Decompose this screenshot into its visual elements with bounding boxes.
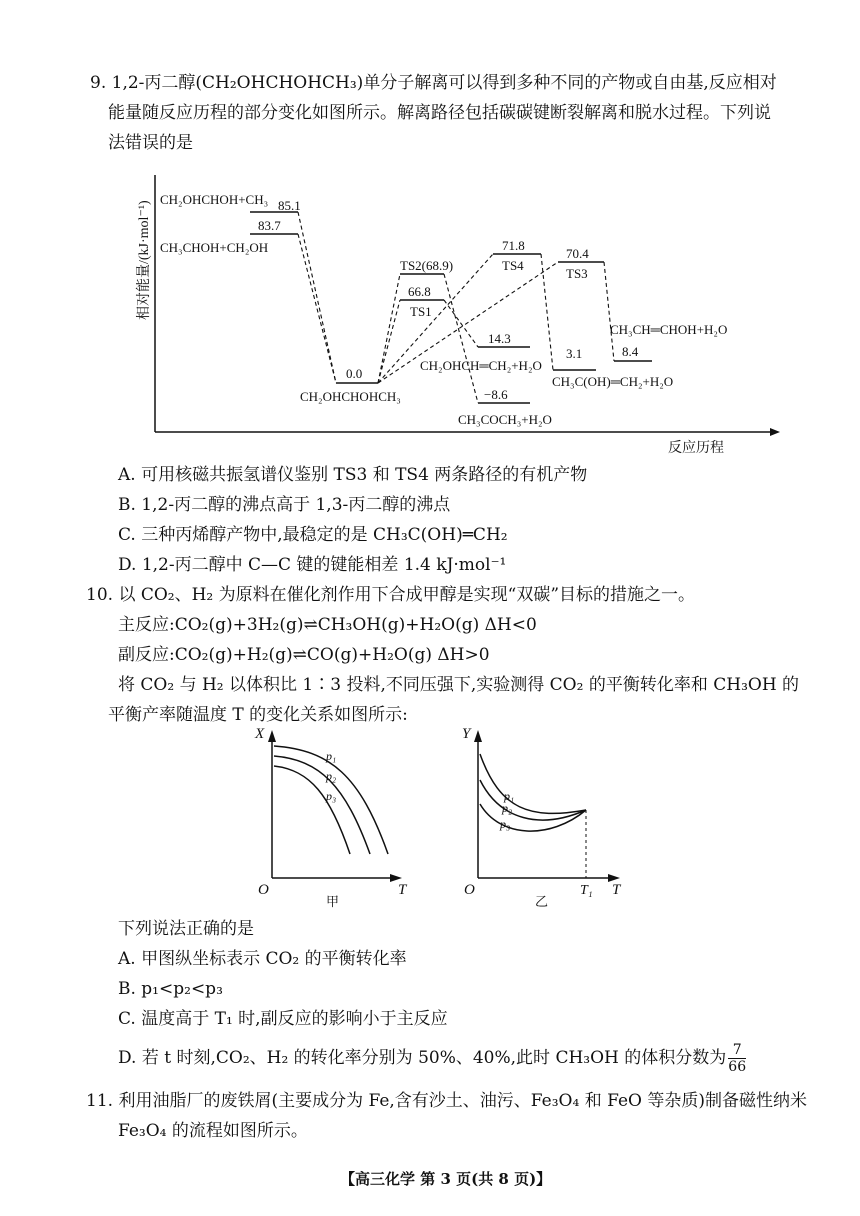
jia-curve-p3 <box>274 766 350 854</box>
label-v718: 71.8 <box>502 238 525 253</box>
yi-x-label: T <box>612 882 621 898</box>
q10-option-c: C. 温度高于 T₁ 时,副反应的影响小于主反应 <box>118 1009 448 1029</box>
yi-label-p2: p₂ <box>502 801 513 815</box>
jia-curve-p2 <box>274 756 370 854</box>
label-v837: 83.7 <box>258 218 281 233</box>
yi-origin: O <box>464 882 475 898</box>
jia-label-p1: p₁ <box>326 749 337 763</box>
label-v704: 70.4 <box>566 246 589 261</box>
label-v851: 85.1 <box>278 198 301 213</box>
q9-option-d: D. 1,2-丙二醇中 C—C 键的键能相差 1.4 kJ·mol⁻¹ <box>118 555 507 575</box>
yi-label-p1: p₁ <box>504 789 515 803</box>
label-p851: CH₂OHCHOH+CH₃ <box>160 192 269 207</box>
y-axis-label: 相对能量/(kJ·mol⁻¹) <box>137 200 152 320</box>
label-p837: CH₃CHOH+CH₂OH <box>160 240 269 255</box>
jia-y-label: X <box>255 726 265 742</box>
label-v84: 8.4 <box>622 344 639 359</box>
yi-t1-label: T₁ <box>580 883 593 898</box>
label-v143: 14.3 <box>488 331 511 346</box>
q10-option-d-fraction <box>728 1042 746 1075</box>
q10-option-d <box>118 1042 746 1075</box>
q10-option-a: A. 甲图纵坐标表示 CO₂ 的平衡转化率 <box>118 949 407 969</box>
fraction-denominator: 66 <box>728 1059 747 1075</box>
q10-prompt: 下列说法正确的是 <box>118 919 254 939</box>
x-axis-arrow <box>770 428 780 436</box>
q9-option-b: B. 1,2-丙二醇的沸点高于 1,3-丙二醇的沸点 <box>118 495 451 515</box>
q9-option-a: A. 可用核磁共振氢谱仪鉴别 TS3 和 TS4 两条路径的有机产物 <box>118 465 588 485</box>
label-ts3: TS3 <box>566 266 588 281</box>
jia-origin: O <box>258 882 269 898</box>
graph-yi <box>462 726 622 909</box>
jia-label-p2: p₂ <box>326 769 337 783</box>
q9-stem-line3: 法错误的是 <box>108 133 193 153</box>
q10-stem: 10. 以 CO₂、H₂ 为原料在催化剂作用下合成甲醇是实现“双碳”目标的措施之一。 <box>86 585 696 605</box>
q11-stem-line2: Fe₃O₄ 的流程如图所示。 <box>118 1121 308 1141</box>
label-v86: −8.6 <box>484 387 508 402</box>
graph-jia <box>254 726 408 909</box>
q10-desc-line1: 将 CO₂ 与 H₂ 以体积比 1∶3 投料,不同压强下,实验测得 CO₂ 的平衡转化率和 CH₃OH 的 <box>118 675 800 695</box>
q9-stem-line2: 能量随反应历程的部分变化如图所示。解离路径包括碳碳键断裂解离和脱水过程。下列说 <box>108 103 771 123</box>
q10-graphs <box>0 720 860 910</box>
label-v31: 3.1 <box>566 346 583 361</box>
q10-option-d-text: D. 若 t 时刻,CO₂、H₂ 的转化率分别为 50%、40%,此时 CH₃OH 的体积分数为 <box>118 1048 727 1068</box>
label-r0: CH₂OHCHOHCH₃ <box>300 389 401 404</box>
jia-caption: 甲 <box>326 894 340 909</box>
label-v668: 66.8 <box>408 284 431 299</box>
jia-x-label: T <box>398 882 407 898</box>
yi-y-label: Y <box>462 726 471 742</box>
label-p31: CH₃C(OH)═CH₂+H₂O <box>552 374 674 389</box>
label-ts1: TS1 <box>410 304 432 319</box>
energy-diagram <box>0 0 860 470</box>
yi-curve-p1 <box>480 754 586 813</box>
label-v0: 0.0 <box>346 366 363 381</box>
q11-stem-line1: 11. 利用油脂厂的废铁屑(主要成分为 Fe,含有沙土、油污、Fe₃O₄ 和 FeO 等杂质)制备磁性纳米 <box>86 1091 808 1111</box>
yi-label-p3: p₃ <box>500 817 511 831</box>
x-axis-label: 反应历程 <box>668 441 724 456</box>
q10-option-b: B. p₁<p₂<p₃ <box>118 979 223 999</box>
page-footer: 【高三化学 第 3 页(共 8 页)】 <box>340 1170 552 1188</box>
label-p143: CH₂OHCH═CH₂+H₂O <box>420 358 542 373</box>
q9-option-c: C. 三种丙烯醇产物中,最稳定的是 CH₃C(OH)═CH₂ <box>118 525 508 545</box>
jia-label-p3: p₃ <box>326 789 337 803</box>
label-p84: CH₃CH═CHOH+H₂O <box>610 322 728 337</box>
q10-main-reaction: 主反应:CO₂(g)+3H₂(g)⇌CH₃OH(g)+H₂O(g) ΔH<0 <box>118 615 537 635</box>
q10-desc-line2: 平衡产率随温度 T 的变化关系如图所示: <box>108 705 408 725</box>
label-p86: CH₃COCH₃+H₂O <box>458 412 552 427</box>
q9-stem-line1: 9. 1,2-丙二醇(CH₂OHCHOHCH₃)单分子解离可以得到多种不同的产物或自由基,反应相对 <box>90 73 777 93</box>
yi-curve-p3 <box>480 804 586 831</box>
label-ts2: TS2(68.9) <box>400 258 454 273</box>
q10-side-reaction: 副反应:CO₂(g)+H₂(g)⇌CO(g)+H₂O(g) ΔH>0 <box>118 645 490 665</box>
yi-caption: 乙 <box>535 894 549 909</box>
fraction-numerator: 7 <box>728 1042 746 1059</box>
label-ts4: TS4 <box>502 258 524 273</box>
